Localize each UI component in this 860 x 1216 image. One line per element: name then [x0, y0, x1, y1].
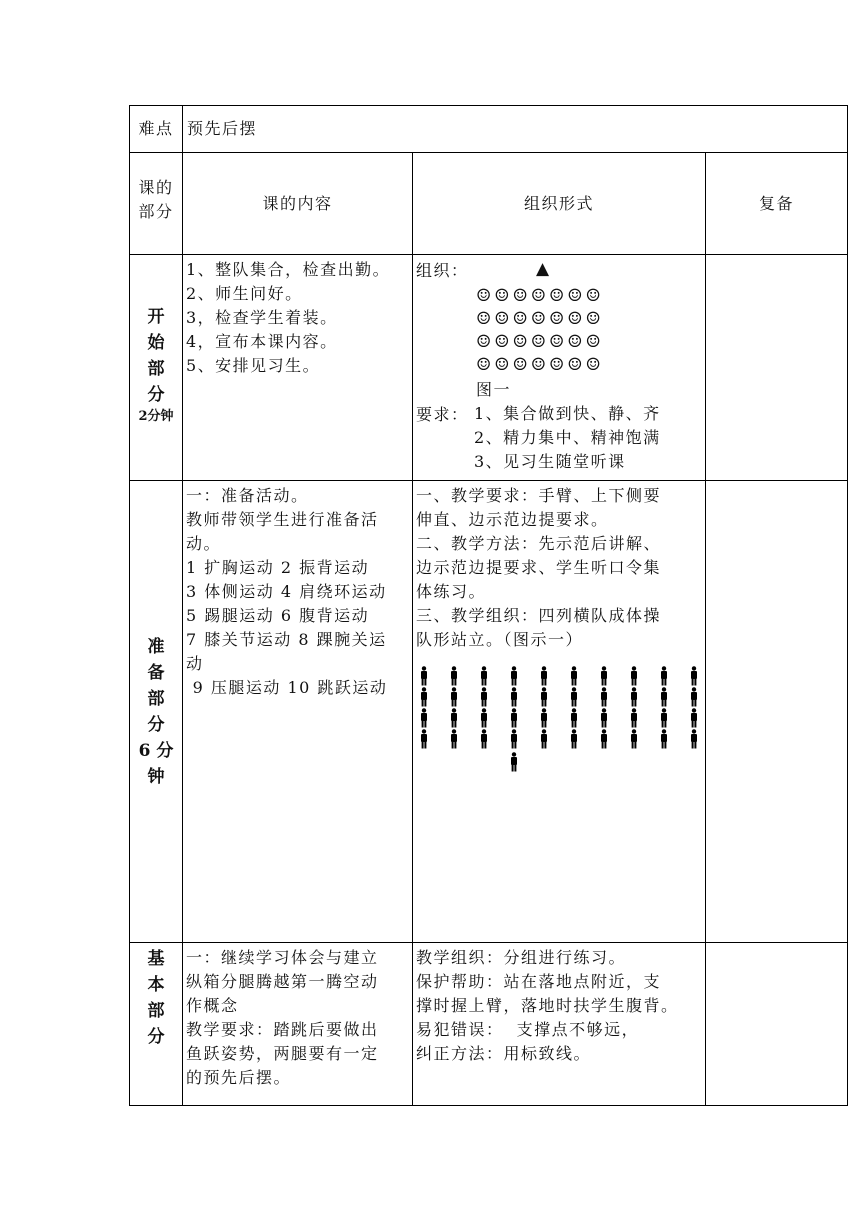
basic-section-label	[130, 946, 182, 1050]
content-line: 动。	[186, 534, 222, 553]
content-line: 作概念	[186, 996, 239, 1015]
content-line: 3 体侧运动 4 肩绕环运动	[186, 582, 387, 601]
student-figure-icon	[419, 687, 429, 707]
table-row-divider	[129, 254, 848, 255]
header-part-label-line1: 课的	[138, 178, 174, 197]
section-char: 部	[147, 359, 165, 379]
student-figure-icon	[449, 708, 459, 728]
org-line: 伸直、边示范边提要求。	[416, 510, 609, 529]
student-figure-icon	[419, 729, 429, 749]
smiley-row: ☺☺☺☺☺☺☺	[476, 286, 604, 306]
content-line: 1、整队集合，检查出勤。	[186, 260, 391, 279]
teacher-triangle-icon: ▲	[536, 259, 550, 279]
student-figure-icon	[629, 729, 639, 749]
student-figure-icon	[689, 687, 699, 707]
difficulty-value: 预先后摆	[187, 119, 258, 138]
start-section-content	[186, 258, 390, 378]
content-line: 2、师生问好。	[186, 284, 303, 303]
student-figure-icon	[509, 666, 519, 686]
student-figure-icon	[479, 687, 489, 707]
student-figure-icon	[569, 666, 579, 686]
student-figure-icon	[539, 687, 549, 707]
student-figure-icon	[539, 729, 549, 749]
requirement-item: 1、集合做到快、静、齐	[474, 404, 661, 423]
content-line: 5 踢腿运动 6 腹背运动	[186, 606, 370, 625]
basic-section-content	[186, 946, 379, 1090]
section-char: 分	[147, 715, 165, 735]
section-time: 6 分	[138, 741, 174, 761]
header-content: 课的内容	[262, 193, 333, 213]
student-figure-icon	[569, 687, 579, 707]
section-char: 开	[147, 307, 165, 327]
student-figure-icon	[509, 708, 519, 728]
teacher-figure-icon	[509, 752, 519, 772]
table-col-divider	[705, 152, 706, 1106]
student-figure-icon	[479, 666, 489, 686]
content-line: 的预先后摆。	[186, 1068, 292, 1087]
section-char: 本	[147, 975, 165, 995]
student-figure-icon	[569, 729, 579, 749]
section-time: 2分钟	[138, 409, 174, 424]
content-line: 一：继续学习体会与建立	[186, 948, 379, 967]
student-figure-icon	[689, 708, 699, 728]
org-line: 边示范边提要求、学生听口令集	[416, 558, 662, 577]
org-line: 队形站立。（图示一）	[416, 630, 584, 649]
header-part-label	[130, 176, 182, 224]
content-line: 9 压腿运动 10 跳跃运动	[186, 678, 388, 697]
figure-caption: 图一	[476, 380, 512, 399]
table-border-top	[129, 105, 848, 106]
header-review: 复备	[758, 193, 794, 213]
content-line: 一：准备活动。	[186, 486, 309, 505]
table-border-bottom	[129, 1105, 848, 1106]
student-figure-icon	[629, 666, 639, 686]
basic-section-organization	[416, 946, 679, 1066]
content-line: 3，检查学生着装。	[186, 308, 338, 327]
section-char: 准	[147, 637, 165, 657]
student-figure-icon	[539, 666, 549, 686]
student-figure-icon	[659, 708, 669, 728]
table-row-divider	[129, 480, 848, 481]
content-line: 1 扩胸运动 2 振背运动	[186, 558, 370, 577]
student-figure-icon	[599, 729, 609, 749]
smiley-row: ☺☺☺☺☺☺☺	[476, 309, 604, 329]
content-line: 教师带领学生进行准备活	[186, 510, 379, 529]
student-figure-icon	[569, 708, 579, 728]
org-line: 纠正方法：用标致线。	[416, 1044, 592, 1063]
student-figure-icon	[629, 687, 639, 707]
student-figure-icon	[659, 729, 669, 749]
requirement-item: 3、见习生随堂听课	[474, 452, 626, 471]
table-col-divider	[182, 105, 183, 1106]
org-line: 三、教学组织：四列横队成体操	[416, 606, 662, 625]
table-row-divider	[129, 942, 848, 943]
prep-section-organization	[416, 484, 661, 652]
formation-diagram	[413, 664, 705, 774]
org-line: 一、教学要求：手臂、上下侧要	[416, 486, 662, 505]
requirement-label: 要求：	[416, 405, 469, 424]
student-figure-icon	[659, 687, 669, 707]
student-figure-icon	[419, 708, 429, 728]
section-char: 部	[147, 689, 165, 709]
content-line: 7 膝关节运动 8 踝腕关运	[186, 630, 387, 649]
org-line: 易犯错误： 支撑点不够远，	[416, 1020, 640, 1039]
student-figure-icon	[599, 666, 609, 686]
header-part-label-line2: 部分	[138, 202, 174, 221]
student-figure-icon	[539, 708, 549, 728]
content-line: 教学要求：踏跳后要做出	[186, 1020, 379, 1039]
prep-section-content	[186, 484, 387, 700]
smiley-row: ☺☺☺☺☺☺☺	[476, 332, 604, 352]
section-char: 始	[147, 333, 165, 353]
start-org-label: 组织：	[416, 261, 469, 280]
smiley-row: ☺☺☺☺☺☺☺	[476, 355, 604, 375]
content-line: 4，宣布本课内容。	[186, 332, 338, 351]
student-figure-icon	[479, 729, 489, 749]
section-time: 钟	[147, 767, 165, 787]
org-line: 二、教学方法：先示范后讲解、	[416, 534, 662, 553]
content-line: 鱼跃姿势，两腿要有一定	[186, 1044, 379, 1063]
header-organization: 组织形式	[523, 193, 594, 213]
section-char: 备	[147, 663, 165, 683]
difficulty-label: 难点	[138, 119, 174, 138]
student-figure-icon	[449, 729, 459, 749]
content-line: 动	[186, 654, 204, 673]
student-figure-icon	[599, 708, 609, 728]
student-figure-icon	[509, 687, 519, 707]
org-line: 体练习。	[416, 582, 487, 601]
student-figure-icon	[509, 729, 519, 749]
student-figure-icon	[449, 687, 459, 707]
content-line: 5、安排见习生。	[186, 356, 321, 375]
student-figure-icon	[629, 708, 639, 728]
section-char: 分	[147, 385, 165, 405]
table-col-divider	[412, 152, 413, 1106]
requirements-list	[474, 402, 661, 474]
student-figure-icon	[449, 666, 459, 686]
student-figure-icon	[479, 708, 489, 728]
org-line: 教学组织：分组进行练习。	[416, 948, 627, 967]
prep-section-label	[130, 634, 182, 790]
section-char: 部	[147, 1001, 165, 1021]
requirement-item: 2、精力集中、精神饱满	[474, 428, 661, 447]
student-figure-icon	[689, 729, 699, 749]
start-section-label	[130, 304, 182, 426]
student-figure-icon	[599, 687, 609, 707]
section-char: 分	[147, 1027, 165, 1047]
student-figure-icon	[659, 666, 669, 686]
org-line: 保护帮助：站在落地点附近，支	[416, 972, 662, 991]
student-figure-icon	[689, 666, 699, 686]
section-char: 基	[147, 949, 165, 969]
content-line: 纵箱分腿腾越第一腾空动	[186, 972, 379, 991]
table-border-right	[847, 105, 848, 1106]
org-line: 撑时握上臂，落地时扶学生腹背。	[416, 996, 679, 1015]
student-figure-icon	[419, 666, 429, 686]
